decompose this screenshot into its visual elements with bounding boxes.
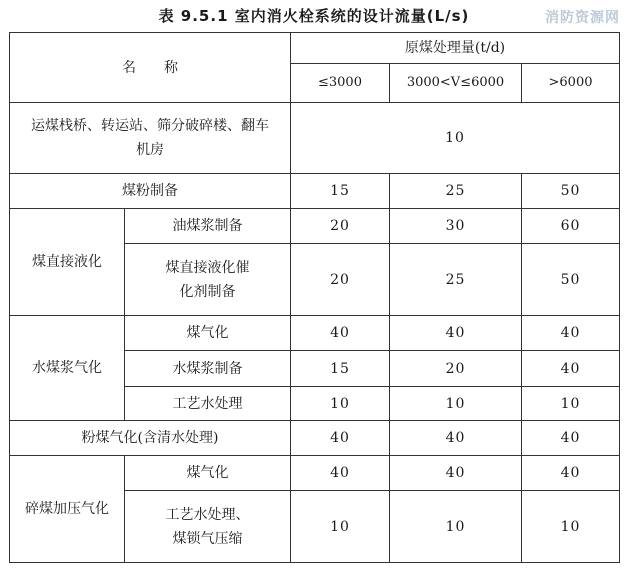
table-row <box>10 174 620 209</box>
sub-name: 水煤浆制备 <box>125 351 291 387</box>
cell-value: 60 <box>522 209 620 244</box>
row-name: 煤粉制备 <box>10 174 291 209</box>
table-title: 表 9.5.1 室内消火栓系统的设计流量(L/s) <box>158 7 470 25</box>
table-row <box>10 421 620 456</box>
cell-value: 10 <box>522 387 620 421</box>
sub-name: 煤气化 <box>125 456 291 491</box>
group-name: 碎煤加压气化 <box>10 456 125 563</box>
design-flow-table <box>9 32 620 563</box>
sub-name: 油煤浆制备 <box>125 209 291 244</box>
cell-value: 10 <box>522 491 620 563</box>
cell-value: 20 <box>291 244 390 316</box>
table-row <box>10 103 620 174</box>
cell-value: 10 <box>390 491 522 563</box>
header-row-1 <box>10 33 620 64</box>
table-row <box>10 456 620 491</box>
cell-value: 40 <box>390 316 522 351</box>
row-name: 粉煤气化(含清水处理) <box>10 421 291 456</box>
cell-value: 40 <box>522 351 620 387</box>
cell-value: 15 <box>291 351 390 387</box>
cell-value: 40 <box>291 456 390 491</box>
cell-value: 50 <box>522 174 620 209</box>
cell-value: 10 <box>390 387 522 421</box>
header-col-1: ≤3000 <box>291 64 390 103</box>
group-name: 水煤浆气化 <box>10 316 125 421</box>
watermark: 消防资源网 <box>545 10 620 26</box>
header-group: 原煤处理量(t/d) <box>291 33 620 64</box>
cell-value: 40 <box>522 316 620 351</box>
sub-name: 煤气化 <box>125 316 291 351</box>
cell-value: 20 <box>291 209 390 244</box>
cell-value: 10 <box>291 491 390 563</box>
row-name: 运煤栈桥、转运站、筛分破碎楼、翻车机房 <box>10 103 291 174</box>
cell-value: 25 <box>390 174 522 209</box>
cell-value: 40 <box>291 316 390 351</box>
cell-value: 40 <box>522 421 620 456</box>
cell-value: 10 <box>291 387 390 421</box>
cell-value: 40 <box>291 421 390 456</box>
merged-value: 10 <box>291 103 620 174</box>
cell-value: 30 <box>390 209 522 244</box>
cell-value: 40 <box>390 421 522 456</box>
header-name: 名 称 <box>10 33 291 103</box>
table-caption <box>0 0 628 30</box>
cell-value: 15 <box>291 174 390 209</box>
cell-value: 40 <box>522 456 620 491</box>
table-row <box>10 209 620 244</box>
header-col-2: 3000<V≤6000 <box>390 64 522 103</box>
table-row <box>10 316 620 351</box>
sub-name: 煤直接液化催化剂制备 <box>125 244 291 316</box>
cell-value: 20 <box>390 351 522 387</box>
cell-value: 40 <box>390 456 522 491</box>
cell-value: 50 <box>522 244 620 316</box>
cell-value: 25 <box>390 244 522 316</box>
sub-name: 工艺水处理 <box>125 387 291 421</box>
sub-name: 工艺水处理、煤锁气压缩 <box>125 491 291 563</box>
group-name: 煤直接液化 <box>10 209 125 316</box>
header-col-3: >6000 <box>522 64 620 103</box>
